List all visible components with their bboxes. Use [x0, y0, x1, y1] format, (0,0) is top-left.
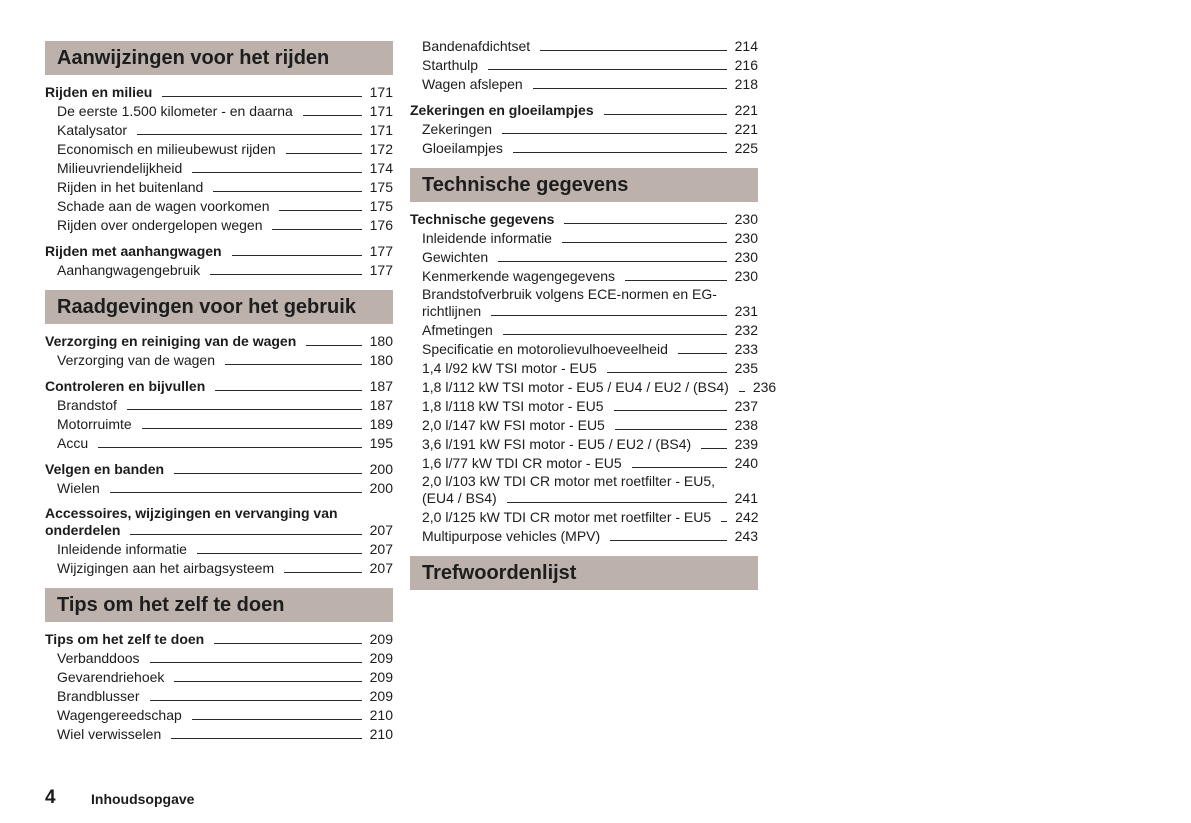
entry-page-number: 214: [734, 38, 758, 54]
section-heading[interactable]: Trefwoordenlijst: [410, 556, 758, 590]
entry-page-number: 177: [369, 262, 393, 278]
entry-row: [57, 140, 393, 159]
leader-line: [284, 572, 362, 573]
entry-row: [57, 649, 393, 668]
entry-row: [57, 261, 393, 280]
entry-label: Wagengereedschap: [57, 707, 182, 723]
toc-entry[interactable]: [410, 508, 758, 527]
entry-row: [410, 101, 758, 120]
entry-row: [422, 248, 758, 267]
leader-line: [142, 428, 362, 429]
leader-line: [110, 492, 362, 493]
entry-page-number: 230: [734, 268, 758, 284]
entry-row: [45, 377, 393, 396]
toc-entry[interactable]: [410, 359, 758, 378]
section-heading[interactable]: Tips om het zelf te doen: [45, 588, 393, 622]
toc-group: [45, 505, 393, 578]
leader-line: [225, 364, 362, 365]
toc-entry[interactable]: [410, 139, 758, 158]
toc-entry[interactable]: [45, 102, 393, 121]
entry-row: [422, 75, 758, 94]
entry-row: [422, 508, 758, 527]
entry-page-number: 218: [734, 76, 758, 92]
leader-line: [279, 210, 361, 211]
entry-page-number: 187: [369, 397, 393, 413]
entry-row: [57, 668, 393, 687]
entry-label: Velgen en banden: [45, 461, 165, 477]
toc-entry[interactable]: [45, 559, 393, 578]
entry-label: Brandblusser: [57, 688, 140, 704]
entry-page-number: 171: [369, 103, 393, 119]
entry-row: [422, 435, 758, 454]
leader-line: [533, 88, 727, 89]
leader-line: [614, 410, 727, 411]
leader-line: [286, 153, 362, 154]
toc-entry[interactable]: [410, 340, 758, 359]
toc-entry[interactable]: [45, 687, 393, 706]
entry-page-number: 176: [369, 217, 393, 233]
entry-page-number: 187: [369, 378, 393, 394]
toc-entry[interactable]: [410, 120, 758, 139]
entry-row: [57, 415, 393, 434]
entry-row: [57, 102, 393, 121]
toc-entry[interactable]: [410, 473, 758, 508]
leader-line: [607, 372, 727, 373]
entry-row: [57, 687, 393, 706]
entry-page-number: 209: [369, 688, 393, 704]
toc-entry[interactable]: [45, 121, 393, 140]
leader-line: [610, 540, 726, 541]
toc-group: [45, 83, 393, 235]
entry-label: 1,8 l/118 kW TSI motor - EU5: [422, 398, 604, 414]
entry-label: Specificatie en motorolievulhoeveelheid: [422, 341, 668, 357]
toc-entry[interactable]: [410, 248, 758, 267]
entry-label: 2,0 l/147 kW FSI motor - EU5: [422, 417, 605, 433]
entry-page-number: 232: [734, 322, 758, 338]
leader-line: [564, 223, 726, 224]
entry-row: [422, 321, 758, 340]
toc-entry[interactable]: [410, 435, 758, 454]
entry-row: [57, 178, 393, 197]
entry-label-line: 2,0 l/103 kW TDI CR motor met roetfilter - EU5,: [422, 473, 716, 489]
entry-row: [57, 434, 393, 453]
entry-row: [422, 454, 758, 473]
entry-label: Wiel verwisselen: [57, 726, 162, 742]
toc-entry[interactable]: [45, 434, 393, 453]
entry-label: Motorruimte: [57, 416, 132, 432]
entry-label: Accu: [57, 435, 89, 451]
entry-page-number: 209: [369, 650, 393, 666]
entry-row: [45, 83, 393, 102]
entry-label-line: Brandstofverbruik volgens ECE-normen en EG-: [422, 286, 717, 302]
entry-page-number: 210: [369, 707, 393, 723]
section-heading[interactable]: Aanwijzingen voor het rijden: [45, 41, 393, 75]
leader-line: [137, 134, 362, 135]
entry-label: Wielen: [57, 480, 100, 496]
toc-chapter-entry[interactable]: [45, 83, 393, 102]
entry-label: Gewichten: [422, 249, 489, 265]
entry-page-number: 231: [734, 303, 758, 319]
entry-page-number: 233: [734, 341, 758, 357]
entry-label-line: Accessoires, wijzigingen en vervanging van: [45, 505, 338, 521]
toc-entry[interactable]: [45, 479, 393, 498]
toc-entry[interactable]: [45, 415, 393, 434]
toc-entry[interactable]: [45, 159, 393, 178]
entry-page-number: 195: [369, 435, 393, 451]
leader-line: [502, 133, 727, 134]
entry-row: [45, 521, 393, 540]
entry-page-number: 221: [734, 121, 758, 137]
entry-row: [57, 396, 393, 415]
entry-page-number: 174: [369, 160, 393, 176]
leader-line: [303, 115, 362, 116]
toc-entry[interactable]: [410, 416, 758, 435]
entry-label: Bandenafdichtset: [422, 38, 531, 54]
entry-label: Rijden over ondergelopen wegen: [57, 217, 263, 233]
toc-group: [45, 377, 393, 453]
leader-line: [513, 152, 727, 153]
entry-page-number: 177: [369, 243, 393, 259]
entry-label: 1,8 l/112 kW TSI motor - EU5 / EU4 / EU2 / (BS4): [422, 379, 729, 395]
entry-page-number: 175: [369, 179, 393, 195]
leader-line: [150, 700, 362, 701]
entry-row: [57, 121, 393, 140]
toc-group: [45, 460, 393, 498]
toc-entry[interactable]: [410, 454, 758, 473]
leader-line: [192, 719, 362, 720]
entry-row: [422, 267, 758, 286]
toc-entry[interactable]: [410, 229, 758, 248]
entry-label: Rijden in het buitenland: [57, 179, 204, 195]
entry-row: [422, 56, 758, 75]
toc-entry[interactable]: [45, 725, 393, 744]
entry-label: Zekeringen: [422, 121, 493, 137]
leader-line: [130, 534, 361, 535]
toc-group: [45, 332, 393, 370]
footer-title: Inhoudsopgave: [91, 791, 195, 807]
entry-row: [45, 630, 393, 649]
leader-line: [721, 521, 727, 522]
entry-label: Afmetingen: [422, 322, 493, 338]
entry-label: Verbanddoos: [57, 650, 140, 666]
toc-group: [410, 101, 758, 158]
entry-page-number: 240: [734, 455, 758, 471]
entry-label: richtlijnen: [422, 303, 482, 319]
leader-line: [615, 429, 727, 430]
entry-row: [422, 359, 758, 378]
entry-row: [45, 242, 393, 261]
entry-row: [57, 559, 393, 578]
toc-entry[interactable]: [45, 649, 393, 668]
leader-line: [174, 473, 362, 474]
leader-line: [488, 69, 727, 70]
toc-chapter-entry[interactable]: [45, 460, 393, 479]
entry-label: Katalysator: [57, 122, 128, 138]
leader-line: [498, 261, 726, 262]
entry-page-number: 225: [734, 140, 758, 156]
toc-chapter-entry[interactable]: [45, 377, 393, 396]
entry-row: [422, 340, 758, 359]
entry-label: Brandstof: [57, 397, 117, 413]
toc-entry[interactable]: [410, 75, 758, 94]
toc-entry[interactable]: [45, 668, 393, 687]
toc-entry[interactable]: [410, 321, 758, 340]
entry-page-number: 207: [369, 541, 393, 557]
leader-line: [232, 255, 362, 256]
entry-row: [422, 139, 758, 158]
toc-chapter-entry[interactable]: [45, 242, 393, 261]
entry-label: Gevarendriehoek: [57, 669, 165, 685]
entry-row: [422, 489, 758, 508]
entry-page-number: 243: [734, 528, 758, 544]
entry-page-number: 172: [369, 141, 393, 157]
leader-line: [701, 448, 726, 449]
toc-column-left: [45, 41, 393, 744]
entry-label: Controleren en bijvullen: [45, 378, 206, 394]
entry-label: (EU4 / BS4): [422, 490, 497, 506]
leader-line: [604, 114, 727, 115]
entry-page-number: 200: [369, 480, 393, 496]
leader-line: [215, 390, 361, 391]
page-number: 4: [45, 787, 56, 808]
entry-page-number: 236: [752, 379, 777, 395]
entry-page-number: 189: [369, 416, 393, 432]
entry-page-number: 207: [369, 560, 393, 576]
leader-line: [171, 738, 361, 739]
toc-entry[interactable]: [45, 706, 393, 725]
entry-label: Schade aan de wagen voorkomen: [57, 198, 270, 214]
leader-line: [98, 447, 362, 448]
entry-page-number: 171: [369, 84, 393, 100]
entry-row: [410, 210, 758, 229]
leader-line: [540, 50, 726, 51]
entry-page-number: 207: [369, 522, 393, 538]
entry-row: [422, 37, 758, 56]
entry-label: Gloeilampjes: [422, 140, 503, 156]
entry-label: Rijden met aanhangwagen: [45, 243, 222, 259]
entry-page-number: 200: [369, 461, 393, 477]
toc-entry[interactable]: [410, 286, 758, 321]
entry-row: [57, 706, 393, 725]
entry-row: [422, 397, 758, 416]
leader-line: [507, 502, 727, 503]
leader-line: [174, 681, 361, 682]
entry-label: 2,0 l/125 kW TDI CR motor met roetfilter - EU5: [422, 509, 712, 525]
entry-label: 1,6 l/77 kW TDI CR motor - EU5: [422, 455, 622, 471]
toc-entry[interactable]: [45, 396, 393, 415]
leader-line: [150, 662, 362, 663]
entry-page-number: 241: [734, 490, 758, 506]
entry-page-number: 175: [369, 198, 393, 214]
entry-page-number: 230: [734, 249, 758, 265]
leader-line: [192, 172, 361, 173]
entry-label: Economisch en milieubewust rijden: [57, 141, 276, 157]
toc-chapter-entry[interactable]: [45, 505, 393, 540]
leader-line: [162, 96, 361, 97]
entry-page-number: 209: [369, 669, 393, 685]
entry-page-number: 235: [734, 360, 758, 376]
entry-row: [57, 725, 393, 744]
toc-chapter-entry[interactable]: [410, 101, 758, 120]
entry-page-number: 238: [734, 417, 758, 433]
entry-label: onderdelen: [45, 522, 121, 538]
toc-entry[interactable]: [410, 397, 758, 416]
leader-line: [491, 315, 727, 316]
entry-label: Multipurpose vehicles (MPV): [422, 528, 601, 544]
entry-row: [57, 351, 393, 370]
entry-label: Rijden en milieu: [45, 84, 153, 100]
entry-label: Aanhangwagengebruik: [57, 262, 201, 278]
entry-label: Verzorging van de wagen: [57, 352, 215, 368]
toc-group: [410, 37, 758, 94]
leader-line: [562, 242, 727, 243]
section-heading[interactable]: Raadgevingen voor het gebruik: [45, 290, 393, 324]
toc-entry[interactable]: [45, 216, 393, 235]
entry-page-number: 180: [369, 352, 393, 368]
entry-page-number: 237: [734, 398, 758, 414]
toc-entry[interactable]: [410, 527, 758, 546]
entry-page-number: 216: [734, 57, 758, 73]
entry-row: [422, 527, 758, 546]
entry-row: [45, 460, 393, 479]
entry-row: [57, 479, 393, 498]
entry-page-number: 171: [369, 122, 393, 138]
leader-line: [625, 280, 727, 281]
entry-row: [422, 378, 777, 397]
section-heading[interactable]: Technische gegevens: [410, 168, 758, 202]
leader-line: [503, 334, 727, 335]
toc-entry[interactable]: [45, 178, 393, 197]
leader-line: [210, 274, 361, 275]
entry-label: Tips om het zelf te doen: [45, 631, 205, 647]
toc-group: [45, 242, 393, 280]
entry-label: Wagen afslepen: [422, 76, 523, 92]
entry-row: [57, 540, 393, 559]
entry-row: [422, 416, 758, 435]
entry-label: Technische gegevens: [410, 211, 555, 227]
leader-line: [739, 391, 745, 392]
entry-label: Zekeringen en gloeilampjes: [410, 102, 594, 118]
entry-label: Milieuvriendelijkheid: [57, 160, 183, 176]
entry-row: [57, 216, 393, 235]
entry-label: Wijzigingen aan het airbagsysteem: [57, 560, 275, 576]
leader-line: [306, 345, 361, 346]
entry-row: [422, 120, 758, 139]
entry-label: 1,4 l/92 kW TSI motor - EU5: [422, 360, 597, 376]
toc-entry[interactable]: [410, 56, 758, 75]
toc-chapter-entry[interactable]: [45, 332, 393, 351]
entry-row: [422, 302, 758, 321]
entry-page-number: 230: [734, 230, 758, 246]
entry-page-number: 221: [734, 102, 758, 118]
leader-line: [272, 229, 361, 230]
leader-line: [197, 553, 362, 554]
entry-page-number: 209: [369, 631, 393, 647]
toc-chapter-entry[interactable]: [45, 630, 393, 649]
leader-line: [678, 353, 727, 354]
entry-label: Inleidende informatie: [422, 230, 552, 246]
entry-page-number: 242: [735, 509, 759, 525]
entry-label: Kenmerkende wagengegevens: [422, 268, 616, 284]
entry-label: Starthulp: [422, 57, 479, 73]
entry-page-number: 180: [369, 333, 393, 349]
entry-page-number: 210: [369, 726, 393, 742]
toc-entry[interactable]: [410, 267, 758, 286]
entry-row: [57, 197, 393, 216]
entry-label: Verzorging en reiniging van de wagen: [45, 333, 297, 349]
leader-line: [213, 191, 361, 192]
entry-label: De eerste 1.500 kilometer - en daarna: [57, 103, 293, 119]
entry-label: Inleidende informatie: [57, 541, 187, 557]
toc-entry[interactable]: [410, 37, 758, 56]
toc-entry[interactable]: [45, 351, 393, 370]
toc-entry[interactable]: [45, 540, 393, 559]
leader-line: [214, 643, 361, 644]
entry-page-number: 239: [734, 436, 758, 452]
entry-row: [57, 159, 393, 178]
toc-column-right: [410, 37, 777, 598]
entry-label: 3,6 l/191 kW FSI motor - EU5 / EU2 / (BS4): [422, 436, 692, 452]
toc-entry[interactable]: [410, 378, 777, 397]
toc-group: [45, 630, 393, 744]
toc-entry[interactable]: [45, 140, 393, 159]
toc-chapter-entry[interactable]: [410, 210, 758, 229]
toc-group: [410, 210, 777, 546]
toc-entry[interactable]: [45, 197, 393, 216]
entry-row: [45, 332, 393, 351]
leader-line: [127, 409, 362, 410]
entry-row: [422, 229, 758, 248]
leader-line: [632, 467, 727, 468]
entry-page-number: 230: [734, 211, 758, 227]
toc-entry[interactable]: [45, 261, 393, 280]
